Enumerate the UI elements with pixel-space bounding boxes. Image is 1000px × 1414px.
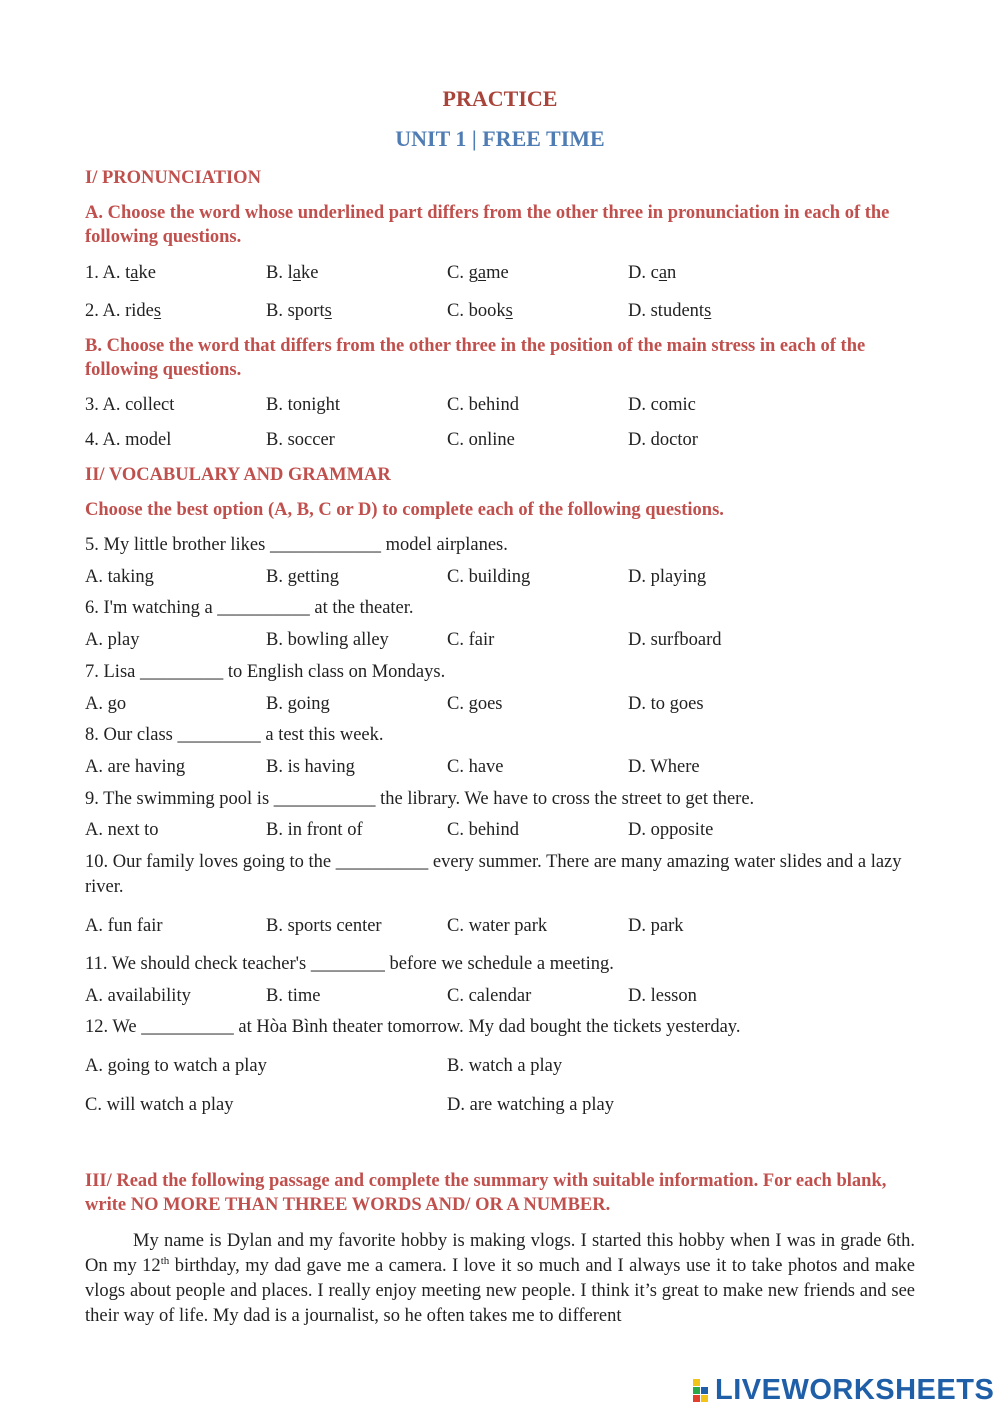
option[interactable]: B. soccer bbox=[266, 430, 335, 450]
option[interactable]: B. in front of bbox=[266, 820, 363, 840]
option[interactable]: 1. A. take bbox=[85, 263, 156, 283]
option[interactable]: D. to goes bbox=[628, 694, 704, 714]
unit-title: UNIT 1 | FREE TIME bbox=[395, 126, 605, 151]
option[interactable]: B. sports bbox=[266, 301, 332, 321]
question-text: 8. Our class _________ a test this week. bbox=[85, 725, 384, 745]
option[interactable]: C. building bbox=[447, 567, 531, 587]
option[interactable]: C. water park bbox=[447, 916, 548, 936]
section-reading-heading: III/ Read the following passage and complete the summary with suitable information. For each blank, write NO MORE THAN THREE WORDS AND/ OR A NUMBER. bbox=[85, 1171, 887, 1215]
question-text: 10. Our family loves going to the __________ every summer. There are many amazing water slides and a lazy river. bbox=[85, 852, 902, 897]
option[interactable]: C. behind bbox=[447, 820, 519, 840]
question-text: 11. We should check teacher's ________ before we schedule a meeting. bbox=[85, 954, 614, 974]
part-b-instruction: B. Choose the word that differs from the other three in the position of the main stress in each of the following questions. bbox=[85, 336, 866, 380]
option[interactable]: B. is having bbox=[266, 757, 355, 777]
question-text: 7. Lisa _________ to English class on Mondays. bbox=[85, 662, 446, 682]
option[interactable]: C. will watch a play bbox=[85, 1095, 234, 1115]
option[interactable]: C. books bbox=[447, 301, 513, 321]
option[interactable]: B. time bbox=[266, 986, 321, 1006]
liveworksheets-logo-icon bbox=[693, 1377, 711, 1403]
page-title: PRACTICE bbox=[442, 86, 558, 111]
option[interactable]: B. going bbox=[266, 694, 330, 714]
option[interactable]: A. going to watch a play bbox=[85, 1056, 267, 1076]
option[interactable]: B. bowling alley bbox=[266, 630, 389, 650]
option[interactable]: A. taking bbox=[85, 567, 154, 587]
question-text: 5. My little brother likes ____________ model airplanes. bbox=[85, 535, 508, 555]
part-a-instruction: A. Choose the word whose underlined part differs from the other three in pronunciation in each of the following questions. bbox=[85, 203, 890, 247]
question-text: 9. The swimming pool is ___________ the library. We have to cross the street to get there. bbox=[85, 789, 755, 809]
option[interactable]: B. tonight bbox=[266, 395, 341, 415]
section-vocabulary-heading: II/ VOCABULARY AND GRAMMAR bbox=[85, 465, 391, 485]
option[interactable]: A. fun fair bbox=[85, 916, 163, 936]
option[interactable]: D. lesson bbox=[628, 986, 697, 1006]
option[interactable]: A. go bbox=[85, 694, 127, 714]
option[interactable]: C. online bbox=[447, 430, 515, 450]
section-pronunciation-heading: I/ PRONUNCIATION bbox=[85, 168, 261, 188]
option[interactable]: D. comic bbox=[628, 395, 696, 415]
option[interactable]: B. getting bbox=[266, 567, 339, 587]
option[interactable]: A. play bbox=[85, 630, 140, 650]
option[interactable]: B. watch a play bbox=[447, 1056, 563, 1076]
option[interactable]: D. park bbox=[628, 916, 684, 936]
option[interactable]: A. availability bbox=[85, 986, 191, 1006]
option[interactable]: 4. A. model bbox=[85, 430, 172, 450]
option[interactable]: B. sports center bbox=[266, 916, 382, 936]
option[interactable]: B. lake bbox=[266, 263, 319, 283]
option[interactable]: C. fair bbox=[447, 630, 495, 650]
option[interactable]: C. goes bbox=[447, 694, 503, 714]
option[interactable]: D. are watching a play bbox=[447, 1095, 614, 1115]
option[interactable]: C. game bbox=[447, 263, 509, 283]
option[interactable]: D. opposite bbox=[628, 820, 714, 840]
option[interactable]: D. Where bbox=[628, 757, 700, 777]
option[interactable]: A. are having bbox=[85, 757, 186, 777]
option[interactable]: C. calendar bbox=[447, 986, 532, 1006]
question-text: 6. I'm watching a __________ at the theater. bbox=[85, 598, 414, 618]
option[interactable]: A. next to bbox=[85, 820, 159, 840]
option[interactable]: 2. A. rides bbox=[85, 301, 162, 321]
option[interactable]: D. doctor bbox=[628, 430, 698, 450]
option[interactable]: D. can bbox=[628, 263, 677, 283]
liveworksheets-brand: LIVEWORKSHEETS bbox=[715, 1373, 995, 1406]
option[interactable]: C. have bbox=[447, 757, 504, 777]
option[interactable]: D. surfboard bbox=[628, 630, 722, 650]
liveworksheets-logo bbox=[693, 1373, 995, 1406]
option[interactable]: D. playing bbox=[628, 567, 707, 587]
option[interactable]: 3. A. collect bbox=[85, 395, 175, 415]
reading-passage: My name is Dylan and my favorite hobby is making vlogs. I started this hobby when I was in grade 6th. On my 12th birthday, my dad gave me a camera. I love it so much and I always use it to take photos and make vlogs about people and places. I really enjoy meeting new people. I think it’s great to make new friends and see their way of life. My dad is a journalist, so he often takes me to different bbox=[85, 1231, 915, 1326]
option[interactable]: C. behind bbox=[447, 395, 519, 415]
option[interactable]: D. students bbox=[628, 301, 712, 321]
vocabulary-instruction: Choose the best option (A, B, C or D) to complete each of the following questions. bbox=[85, 500, 724, 520]
question-text: 12. We __________ at Hòa Bình theater tomorrow. My dad bought the tickets yesterday. bbox=[85, 1017, 741, 1037]
